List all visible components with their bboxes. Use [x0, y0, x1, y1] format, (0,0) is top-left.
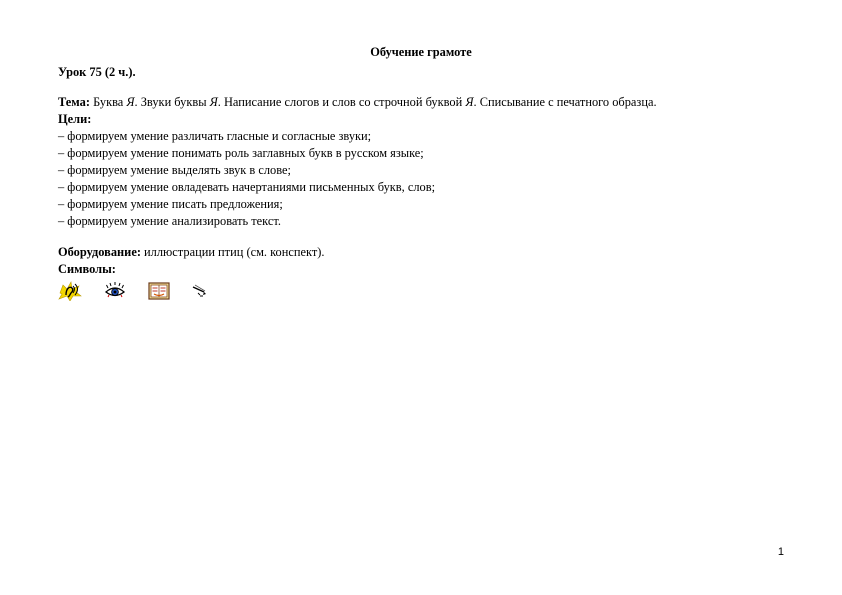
sound-speaking-icon: [58, 281, 80, 301]
goal-item: – формируем умение писать предложения;: [58, 197, 283, 211]
goal-item: – формируем умение овладевать начертаниями письменных букв, слов;: [58, 180, 436, 194]
equipment-line: [58, 244, 818, 261]
topic-letter-2: Я: [209, 95, 218, 109]
goals-heading: [58, 111, 818, 128]
lesson-number: Урок 75 (2 ч.).: [58, 65, 136, 79]
page-number: 1: [777, 546, 784, 558]
goal-item: – формируем умение анализировать текст.: [58, 214, 281, 228]
eye-icon: [104, 281, 126, 301]
topic-text-3: . Написание слогов и слов со строчной буквой: [217, 95, 466, 109]
topic-line: [58, 94, 818, 111]
pen-writing-icon: [190, 281, 212, 301]
topic-text-1: Буква: [89, 95, 127, 109]
symbols-row: [58, 281, 818, 305]
goals-label: Цели:: [58, 112, 92, 126]
equipment-text: иллюстрации птиц (см. конспект).: [140, 245, 325, 259]
book-icon: [148, 281, 170, 301]
topic-letter-1: Я: [126, 95, 135, 109]
topic-text-2: . Звуки буквы: [134, 95, 210, 109]
equipment-label: Оборудование:: [58, 245, 141, 259]
symbols-heading: [58, 261, 818, 278]
page-title: Обучение грамоте: [370, 45, 472, 59]
document-body: [58, 64, 818, 305]
topic-text-4: . Списывание с печатного образца.: [473, 95, 657, 109]
goal-item: – формируем умение понимать роль заглавных букв в русском языке;: [58, 146, 424, 160]
goal-item: – формируем умение выделять звук в слове;: [58, 163, 291, 177]
goal-item: – формируем умение различать гласные и согласные звуки;: [58, 129, 372, 143]
topic-label: Тема:: [58, 95, 90, 109]
symbols-label: Символы:: [58, 262, 116, 276]
topic-letter-3: Я: [465, 95, 474, 109]
lesson-heading: [58, 64, 818, 81]
